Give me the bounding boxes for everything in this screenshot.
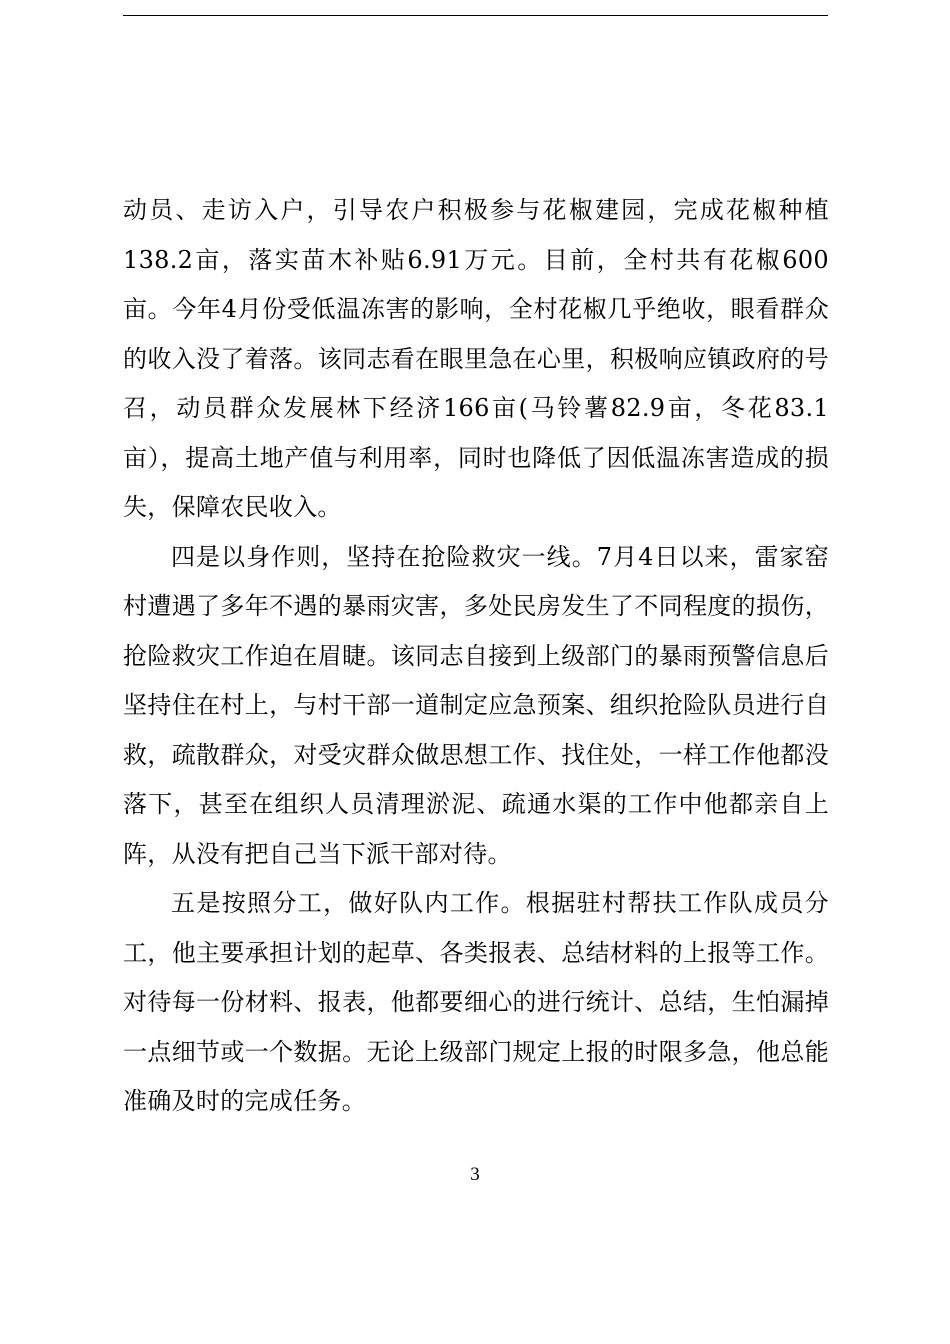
paragraph: 动员、走访入户，引导农户积极参与花椒建园，完成花椒种植138.2亩，落实苗木补贴6.91万元。目前，全村共有花椒600亩。今年4月份受低温冻害的影响，全村花椒几乎绝收，眼看群众的收入没了着落。该同志看在眼里急在心里，积极响应镇政府的号召，动员群众发展林下经济166亩(马铃薯82.9亩，冬花83.1亩），提高土地产值与利用率，同时也降低了因低温冻害造成的损失，保障农民收入。 — [123, 196, 829, 521]
header-rule — [123, 15, 828, 16]
document-body — [123, 186, 829, 1127]
page-number: 3 — [470, 1164, 480, 1185]
paragraph: 五是按照分工，做好队内工作。根据驻村帮扶工作队成员分工，他主要承担计划的起草、各类报表、总结材料的上报等工作。对待每一份材料、报表，他都要细心的进行统计、总结，生怕漏掉一点细节或一个数据。无论上级部门规定上报的时限多急，他总能准确及时的完成任务。 — [123, 889, 829, 1115]
paragraph: 四是以身作则，坚持在抢险救灾一线。7月4日以来，雷家窑村遭遇了多年不遇的暴雨灾害，多处民房发生了不同程度的损伤，抢险救灾工作迫在眉睫。该同志自接到上级部门的暴雨预警信息后坚持住在村上，与村干部一道制定应急预案、组织抢险队员进行自救，疏散群众，对受灾群众做思想工作、找住处，一样工作他都没落下，甚至在组织人员清理淤泥、疏通水渠的工作中他都亲自上阵，从没有把自己当下派干部对待。 — [123, 542, 829, 868]
